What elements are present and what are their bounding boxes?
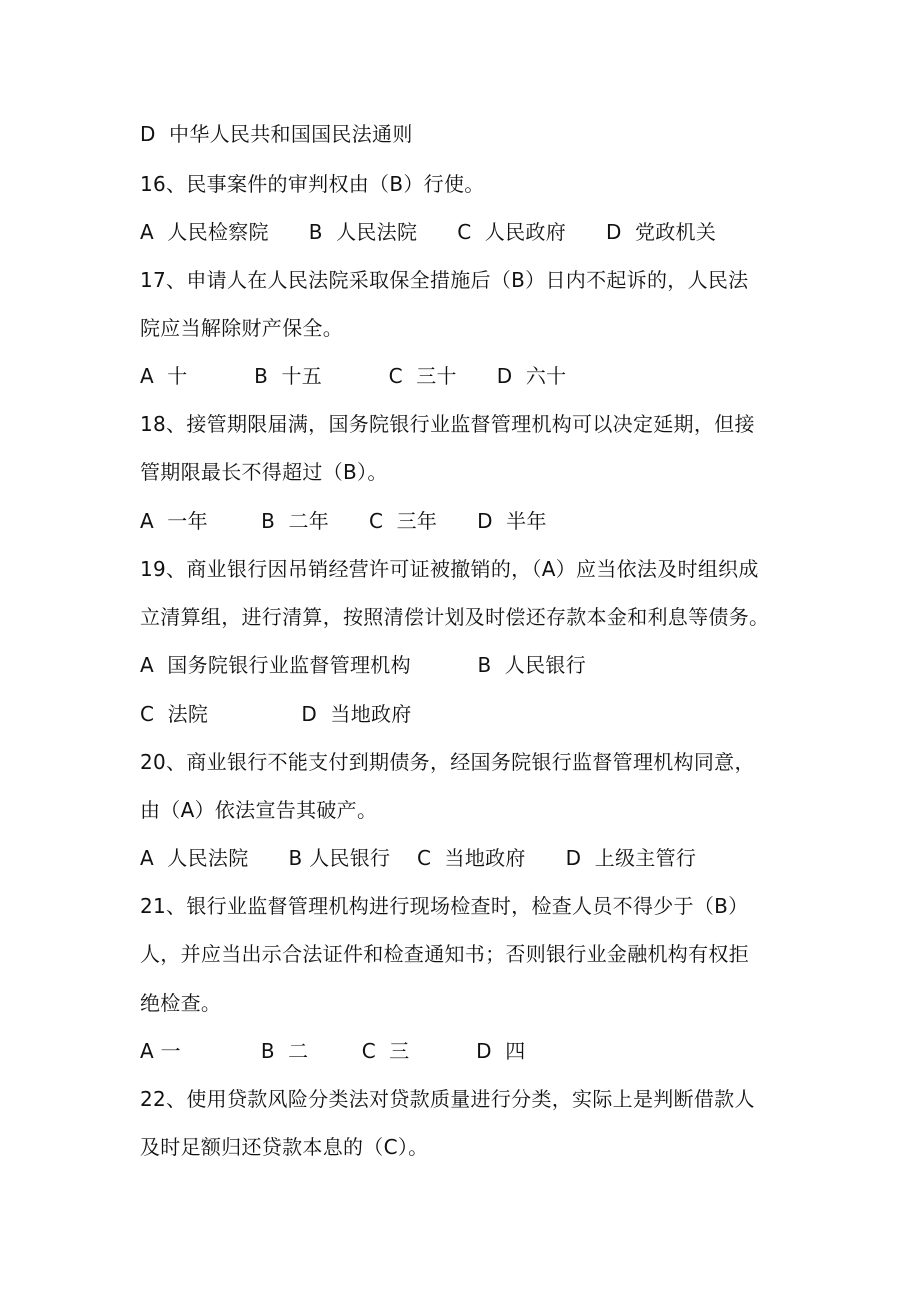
- question-21-line-2: 人，并应当出示合法证件和检查通知书；否则银行业金融机构有权拒: [140, 942, 749, 966]
- question-19-line-1: 19、商业银行因吊销经营许可证被撤销的，（A）应当依法及时组织成: [140, 557, 759, 581]
- options-18: A 一年 B 二年 C 三年 D 半年: [140, 509, 547, 533]
- question-20-line-2: 由（A）依法宣告其破产。: [140, 798, 378, 822]
- options-20: A 人民法院 B 人民银行 C 当地政府 D 上级主管行: [140, 846, 697, 870]
- question-22-line-1: 22、使用贷款风险分类法对贷款质量进行分类，实际上是判断借款人: [140, 1087, 755, 1111]
- options-17: A 十 B 十五 C 三十 D 六十: [140, 364, 567, 388]
- options-21: A 一 B 二 C 三 D 四: [140, 1039, 526, 1063]
- question-16: 16、民事案件的审判权由（B）行使。: [140, 172, 485, 196]
- options-19-line-2: C 法院 D 当地政府: [140, 702, 412, 726]
- question-19-line-2: 立清算组，进行清算，按照清偿计划及时偿还存款本金和利息等债务。: [140, 605, 770, 629]
- question-18-line-1: 18、接管期限届满，国务院银行业监督管理机构可以决定延期，但接: [140, 412, 755, 436]
- options-16: A 人民检察院 B 人民法院 C 人民政府 D 党政机关: [140, 220, 717, 244]
- options-19-line-1: A 国务院银行业监督管理机构 B 人民银行: [140, 653, 587, 677]
- question-20-line-1: 20、商业银行不能支付到期债务，经国务院银行监督管理机构同意，: [140, 750, 755, 774]
- question-22-line-2: 及时足额归还贷款本息的（C）。: [140, 1135, 429, 1159]
- question-21-line-3: 绝检查。: [140, 991, 222, 1015]
- option-line-15d: D 中华人民共和国国民法通则: [140, 122, 413, 146]
- question-18-line-2: 管期限最长不得超过（B）。: [140, 460, 388, 484]
- question-17-line-1: 17、申请人在人民法院采取保全措施后（B）日内不起诉的，人民法: [140, 268, 749, 292]
- question-21-line-1: 21、银行业监督管理机构进行现场检查时，检查人员不得少于（B）: [140, 894, 749, 918]
- question-17-line-2: 院应当解除财产保全。: [140, 316, 343, 340]
